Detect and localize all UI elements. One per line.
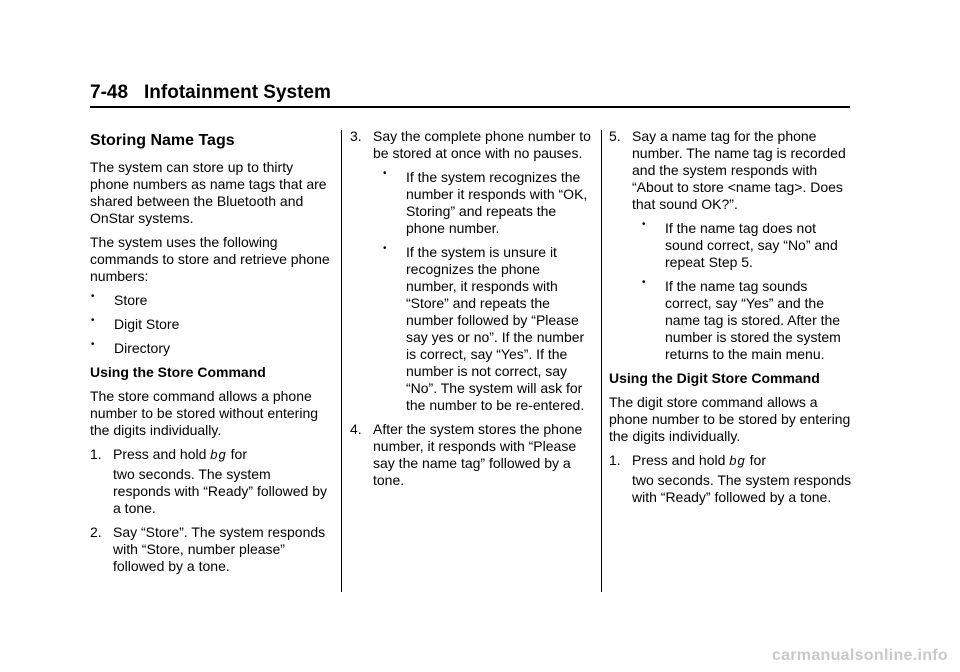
digit-store-steps bbox=[609, 452, 855, 506]
section-heading: Storing Name Tags bbox=[90, 132, 235, 149]
column-2 bbox=[350, 128, 594, 496]
store-steps-continued bbox=[350, 128, 594, 489]
column-1 bbox=[90, 128, 332, 582]
commands-list bbox=[90, 292, 332, 357]
page-number: 7-48 bbox=[90, 82, 129, 103]
watermark: carmanualsonline.info bbox=[771, 647, 948, 664]
step-text: Say “Store”. The system responds with “Store, number please” followed by a tone. bbox=[113, 524, 326, 574]
step-number: 1. bbox=[90, 446, 102, 462]
step-item bbox=[90, 524, 332, 575]
for-text: for bbox=[749, 452, 766, 468]
for-text: for bbox=[230, 446, 247, 462]
step-bullets bbox=[373, 169, 594, 414]
push-to-talk-icon: b bbox=[210, 447, 219, 462]
digit-store-description: The digit store command allows a phone number to be stored by entering the digits individually. bbox=[609, 394, 851, 444]
push-to-talk-icon: b bbox=[729, 453, 738, 468]
header-text bbox=[90, 82, 850, 104]
commands-intro: The system uses the following commands to store and retrieve phone numbers: bbox=[90, 234, 330, 284]
steering-wheel-voice-icon: g bbox=[218, 447, 227, 462]
step-number: 4. bbox=[350, 421, 362, 437]
list-item: • Digit Store bbox=[90, 316, 332, 333]
store-command-subheading: Using the Store Command bbox=[90, 364, 266, 380]
list-item: • Directory bbox=[90, 340, 332, 357]
step-number: 5. bbox=[609, 128, 621, 144]
store-steps-final bbox=[609, 128, 855, 363]
press-text: Press and hold bbox=[632, 452, 726, 468]
list-item: • If the system is unsure it recognizes the phone number, it responds with “Store” and repeats the number followed by “Please say yes or no”. If the number is correct, say “Yes”. If the number is not correct, say “No”. The system will ask for the number to be re-entered. bbox=[373, 244, 594, 414]
store-steps bbox=[90, 446, 332, 575]
step-item bbox=[609, 128, 855, 363]
intro-paragraph: The system can store up to thirty phone numbers as name tags that are shared between the Bluetooth and OnStar systems. bbox=[90, 159, 327, 226]
step-number: 2. bbox=[90, 524, 102, 540]
step-number: 3. bbox=[350, 128, 362, 144]
step-bullets bbox=[632, 220, 855, 363]
page-header bbox=[90, 82, 850, 104]
list-item: • If the name tag does not sound correct, say “No” and repeat Step 5. bbox=[632, 220, 855, 271]
steering-wheel-voice-icon: g bbox=[737, 453, 746, 468]
step-text: two seconds. The system responds with “Ready” followed by a tone. bbox=[113, 466, 327, 516]
step-text: Say a name tag for the phone number. The name tag is recorded and the system responds with “About to store <name tag>. Does that sound OK?”. bbox=[632, 128, 846, 212]
column-3 bbox=[609, 128, 855, 513]
header-rule bbox=[90, 106, 850, 108]
step-text: two seconds. The system responds with “Ready” followed by a tone. bbox=[632, 472, 852, 505]
list-item: • If the name tag sounds correct, say “Yes” and the name tag is stored. After the number is stored the system returns to the main menu. bbox=[632, 278, 855, 363]
list-item: • If the system recognizes the number it responds with “OK, Storing” and repeats the phone number. bbox=[373, 169, 594, 237]
step-text: Say the complete phone number to be stored at once with no pauses. bbox=[373, 128, 591, 161]
step-item bbox=[90, 446, 332, 517]
press-line bbox=[113, 446, 332, 463]
step-item bbox=[350, 128, 594, 414]
store-command-description: The store command allows a phone number to be stored without entering the digits individually. bbox=[90, 388, 319, 438]
step-item bbox=[609, 452, 855, 506]
press-text: Press and hold bbox=[113, 446, 207, 462]
step-item bbox=[350, 421, 594, 489]
section-title: Infotainment System bbox=[144, 82, 331, 103]
column-divider-1 bbox=[341, 130, 342, 592]
column-divider-2 bbox=[601, 130, 602, 592]
press-line bbox=[632, 452, 855, 469]
digit-store-subheading: Using the Digit Store Command bbox=[609, 370, 820, 386]
step-number: 1. bbox=[609, 452, 621, 468]
list-item: • Store bbox=[90, 292, 332, 309]
step-text: After the system stores the phone number, it responds with “Please say the name tag” followed by a tone. bbox=[373, 421, 583, 488]
